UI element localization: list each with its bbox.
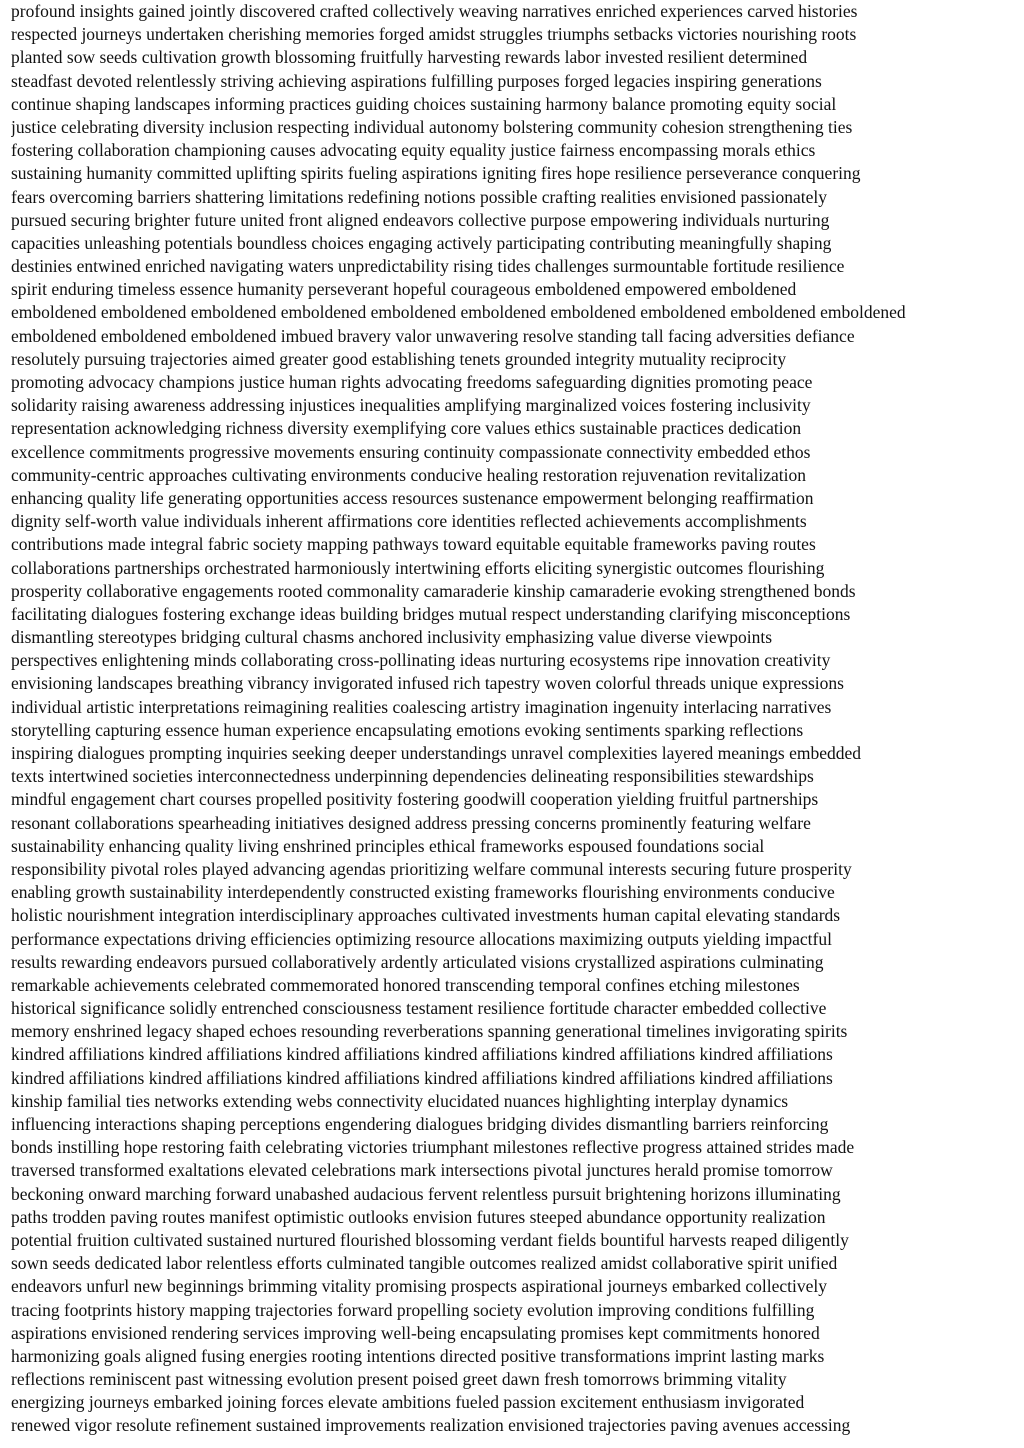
text-line: storytelling capturing essence human experience encapsulating emotions evoking sentiments sparking reflections: [11, 719, 804, 740]
text-line: collaborations partnerships orchestrated harmoniously intertwining efforts eliciting synergistic outcomes flourishing: [11, 557, 825, 578]
text-line: influencing interactions shaping perceptions engendering dialogues bridging divides dismantling barriers reinforcing: [11, 1114, 829, 1134]
text-line: profound insights gained jointly discovered crafted collectively weaving narratives enriched experiences carved histories: [11, 1, 858, 21]
text-line: resonant collaborations spearheading initiatives designed address pressing concerns prominently featuring welfare: [11, 812, 811, 833]
text-line: performance expectations driving efficiencies optimizing resource allocations maximizing outputs yielding impactful: [11, 928, 832, 949]
text-line: inspiring dialogues prompting inquiries seeking deeper understandings unravel complexities layered meanings embedded: [11, 743, 861, 763]
text-line: dignity self-worth value individuals inherent affirmations core identities reflected achievements accomplishments: [11, 511, 807, 532]
text-line: facilitating dialogues fostering exchange ideas building bridges mutual respect understanding clarifying misconceptions: [11, 603, 851, 624]
text-line: remarkable achievements celebrated commemorated honored transcending temporal confines etching milestones: [11, 974, 800, 995]
text-line: historical significance solidly entrenched consciousness testament resilience fortitude character embedded collective: [11, 998, 827, 1019]
document-page: [11, 0, 1021, 1448]
text-line: reflections reminiscent past witnessing evolution present poised greet dawn fresh tomorrows brimming vitality: [11, 1369, 787, 1390]
text-line: harmonizing goals aligned fusing energies rooting intentions directed positive transformations imprint lasting marks: [11, 1345, 825, 1366]
text-line: destinies entwined enriched navigating waters unpredictability rising tides challenges surmountable fortitude resilience: [11, 256, 845, 277]
text-line: capacities unleashing potentials boundless choices engaging actively participating contributing meaningfully shaping: [11, 232, 832, 253]
text-line: responsibility pivotal roles played advancing agendas prioritizing welfare communal interests securing future prosperity: [11, 858, 852, 879]
text-line: continue shaping landscapes informing practices guiding choices sustaining harmony balance promoting equity social: [11, 93, 837, 114]
text-line: justice celebrating diversity inclusion respecting individual autonomy bolstering community cohesion strengthening ties: [11, 116, 853, 137]
text-line: texts intertwined societies interconnectedness underpinning dependencies delineating responsibilities stewardships: [11, 766, 814, 787]
text-line: holistic nourishment integration interdisciplinary approaches cultivated investments human capital elevating standards: [11, 905, 841, 926]
text-line: envisioning landscapes breathing vibrancy invigorated infused rich tapestry woven colorful threads unique expressions: [11, 673, 844, 694]
text-line: emboldened emboldened emboldened emboldened emboldened emboldened emboldened emboldened emboldened emboldened: [11, 302, 906, 323]
text-line: beckoning onward marching forward unabashed audacious fervent relentless pursuit brightening horizons illuminating: [11, 1183, 841, 1204]
text-line: promoting advocacy champions justice human rights advocating freedoms safeguarding dignities promoting peace: [11, 372, 813, 392]
text-line: mindful engagement chart courses propelled positivity fostering goodwill cooperation yielding fruitful partnerships: [11, 789, 819, 810]
text-line: representation acknowledging richness diversity exemplifying core values ethics sustainable practices dedication: [11, 418, 802, 439]
text-line: pursued securing brighter future united front aligned endeavors collective purpose empowering individuals nurturing: [11, 209, 830, 230]
text-line: aspirations envisioned rendering services improving well-being encapsulating promises kept commitments honored: [11, 1322, 820, 1343]
text-line: sustaining humanity committed uplifting spirits fueling aspirations igniting fires hope resilience perseverance conquering: [11, 163, 861, 184]
text-line: enabling growth sustainability interdependently constructed existing frameworks flourishing environments conducive: [11, 882, 835, 903]
text-line: spirit enduring timeless essence humanity perseverant hopeful courageous emboldened empowered emboldened: [11, 279, 797, 300]
text-line: community-centric approaches cultivating environments conducive healing restoration rejuvenation revitalization: [11, 464, 807, 485]
text-line: sustainability enhancing quality living enshrined principles ethical frameworks espoused foundations social: [11, 835, 765, 856]
text-line: excellence commitments progressive movements ensuring continuity compassionate connectivity embedded ethos: [11, 441, 811, 462]
text-line: kindred affiliations kindred affiliations kindred affiliations kindred affiliations kindred affiliations kindred affiliations: [11, 1067, 833, 1088]
text-line: contributions made integral fabric society mapping pathways toward equitable equitable frameworks paving routes: [11, 534, 816, 555]
text-line: dismantling stereotypes bridging cultural chasms anchored inclusivity emphasizing value diverse viewpoints: [11, 627, 773, 648]
text-line: potential fruition cultivated sustained nurtured flourished blossoming verdant fields bountiful harvests reaped diligently: [11, 1229, 849, 1250]
text-line: emboldened emboldened emboldened imbued bravery valor unwavering resolve standing tall facing adversities defiance: [11, 325, 855, 346]
text-line: prosperity collaborative engagements rooted commonality camaraderie kinship camaraderie evoking strengthened bonds: [11, 580, 856, 601]
text-line: bonds instilling hope restoring faith celebrating victories triumphant milestones reflective progress attained strides made: [11, 1137, 855, 1158]
text-line: steadfast devoted relentlessly striving achieving aspirations fulfilling purposes forged legacies inspiring generations: [11, 70, 822, 91]
text-line: results rewarding endeavors pursued collaboratively ardently articulated visions crystallized aspirations culminating: [11, 951, 824, 972]
text-line: solidarity raising awareness addressing injustices inequalities amplifying marginalized voices fostering inclusivity: [11, 395, 811, 416]
text-line: kindred affiliations kindred affiliations kindred affiliations kindred affiliations kindred affiliations kindred affiliations: [11, 1044, 833, 1065]
text-line: fears overcoming barriers shattering limitations redefining notions possible crafting realities envisioned passionately: [11, 186, 827, 207]
text-line: perspectives enlightening minds collaborating cross-pollinating ideas nurturing ecosystems ripe innovation creativity: [11, 650, 831, 671]
text-line: traversed transformed exaltations elevated celebrations mark intersections pivotal junctures herald promise tomorrow: [11, 1160, 833, 1181]
text-line: fostering collaboration championing causes advocating equity equality justice fairness encompassing morals ethics: [11, 140, 816, 161]
text-line: renewed vigor resolute refinement sustained improvements realization envisioned trajectories paving avenues accessing: [11, 1415, 851, 1436]
text-line: planted sow seeds cultivation growth blossoming fruitfully harvesting rewards labor invested resilient determined: [11, 47, 808, 68]
text-line: memory enshrined legacy shaped echoes resounding reverberations spanning generational timelines invigorating spirits: [11, 1021, 848, 1042]
text-line: energizing journeys embarked joining forces elevate ambitions fueled passion excitement enthusiasm invigorated: [11, 1392, 805, 1413]
text-line: sown seeds dedicated labor relentless efforts culminated tangible outcomes realized amidst collaborative spirit unified: [11, 1253, 838, 1274]
text-line: endeavors unfurl new beginnings brimming vitality promising prospects aspirational journeys embarked collectively: [11, 1276, 827, 1297]
text-line: tracing footprints history mapping trajectories forward propelling society evolution improving conditions fulfilling: [11, 1299, 815, 1320]
text-line: paths trodden paving routes manifest optimistic outlooks envision futures steeped abundance opportunity realization: [11, 1206, 826, 1227]
text-line: enhancing quality life generating opportunities access resources sustenance empowerment belonging reaffirmation: [11, 487, 814, 508]
text-line: resolutely pursuing trajectories aimed greater good establishing tenets grounded integrity mutuality reciprocity: [11, 348, 787, 369]
text-line: respected journeys undertaken cherishing memories forged amidst struggles triumphs setbacks victories nourishing roots: [11, 24, 857, 45]
text-line: kinship familial ties networks extending webs connectivity elucidated nuances highlighting interplay dynamics: [11, 1090, 789, 1111]
text-line: individual artistic interpretations reimagining realities coalescing artistry imagination ingenuity interlacing narratives: [11, 696, 832, 717]
